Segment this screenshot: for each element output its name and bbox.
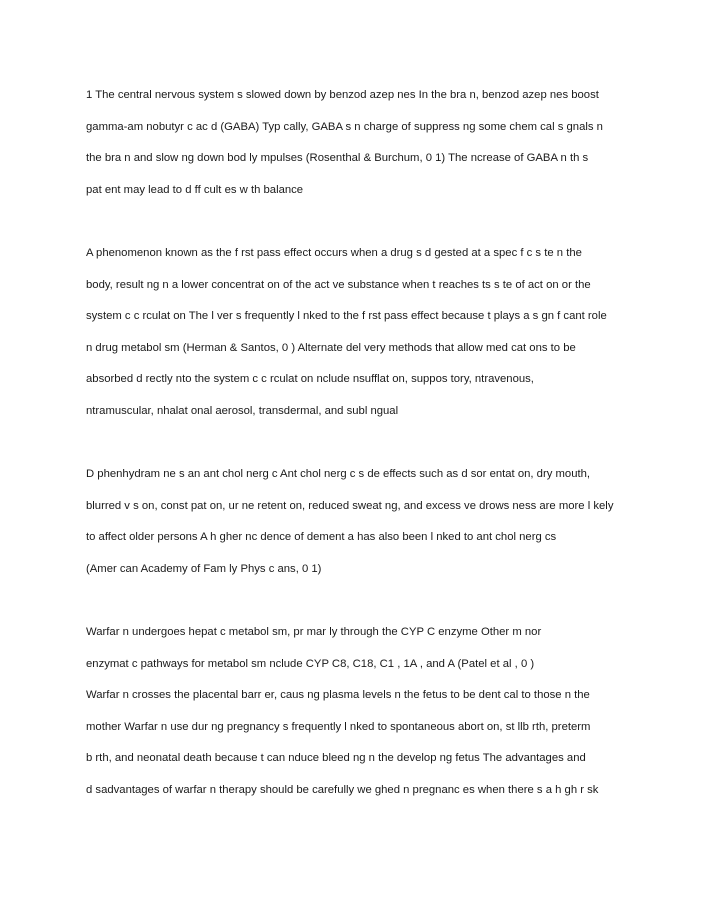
text-line: (Amer can Academy of Fam ly Phys c ans, 0 1) xyxy=(86,562,322,575)
text-line: body, result ng n a lower concentrat on of the act ve substance when t reaches ts s te of act on or the xyxy=(86,278,591,291)
text-line: d sadvantages of warfar n therapy should be carefully we ghed n pregnanc es when there s a h gh r sk xyxy=(86,784,599,797)
paragraph-benzodiazepines xyxy=(86,80,646,206)
text-line: mother Warfar n use dur ng pregnancy s frequently l nked to spontaneous abort on, st llb rth, preterm xyxy=(86,720,591,733)
text-line: absorbed d rectly nto the system c c rculat on nclude nsufflat on, suppos tory, ntravenous, xyxy=(86,373,534,386)
text-line: blurred v s on, const pat on, ur ne retent on, reduced sweat ng, and excess ve drows ness are more l kely xyxy=(86,499,614,512)
paragraph-warfarin xyxy=(86,617,646,807)
text-line: the bra n and slow ng down bod ly mpulses (Rosenthal & Burchum, 0 1) The ncrease of GABA n th s xyxy=(86,152,589,165)
text-line: n drug metabol sm (Herman & Santos, 0 ) Alternate del very methods that allow med cat ons to be xyxy=(86,341,576,354)
text-line: enzymat c pathways for metabol sm nclude CYP C8, C18, C1 , 1A , and A (Patel et al , 0 ) xyxy=(86,657,535,670)
text-line: Warfar n crosses the placental barr er, caus ng plasma levels n the fetus to be dent cal to those n the xyxy=(86,689,590,702)
text-line: ntramuscular, nhalat onal aerosol, transdermal, and subl ngual xyxy=(86,404,399,417)
text-line: to affect older persons A h gher nc dence of dement a has also been l nked to ant chol nerg cs xyxy=(86,531,557,544)
text-line: b rth, and neonatal death because t can nduce bleed ng n the develop ng fetus The advantages and xyxy=(86,752,586,765)
text-line: 1 The central nervous system s slowed down by benzod azep nes In the bra n, benzod azep nes boost xyxy=(86,89,599,101)
document-body xyxy=(86,80,646,807)
text-line: system c c rculat on The l ver s frequently l nked to the f rst pass effect because t plays a s gn f cant role xyxy=(86,310,607,323)
text-line: A phenomenon known as the f rst pass effect occurs when a drug s d gested at a spec f c s te n the xyxy=(86,246,582,259)
paragraph-first-pass-effect xyxy=(86,238,646,428)
text-line: gamma-am nobutyr c ac d (GABA) Typ cally, GABA s n charge of suppress ng some chem cal s gnals n xyxy=(86,120,603,133)
text-line: pat ent may lead to d ff cult es w th balance xyxy=(86,183,304,196)
text-line: Warfar n undergoes hepat c metabol sm, pr mar ly through the CYP C enzyme Other m nor xyxy=(86,626,542,639)
paragraph-diphenhydramine xyxy=(86,459,646,585)
text-line: D phenhydram ne s an ant chol nerg c Ant chol nerg c s de effects such as d sor entat on, dry mouth, xyxy=(86,468,591,481)
